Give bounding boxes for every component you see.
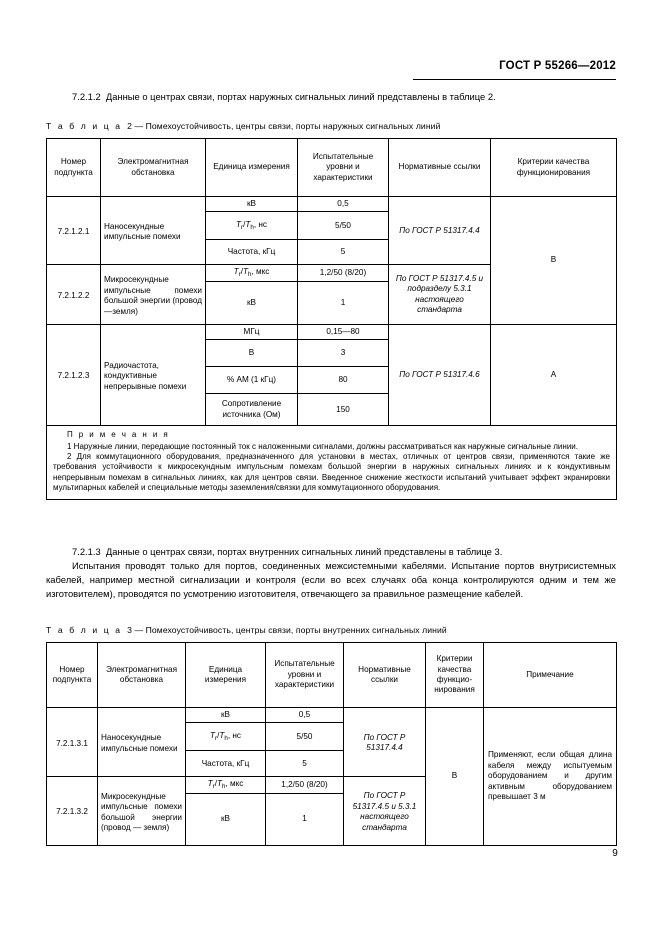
table-row bbox=[47, 708, 617, 723]
table-2-cell-unit-1-1: кВ bbox=[206, 197, 298, 212]
table-2-caption-text: — Помехоустойчивость, центры связи, порты наружных сигнальных линий bbox=[134, 121, 441, 131]
page-number: 9 bbox=[612, 848, 618, 859]
table-3-col-header-unit: Единица измерения bbox=[186, 643, 266, 708]
table-2-cell-criterion-a: A bbox=[491, 324, 617, 425]
table-3-col-header-subclause: Номер подпункта bbox=[47, 643, 98, 708]
clause-7-2-1-3-text: Данные о центрах связи, портах внутренних сигнальных линий представлены в таблице 3. bbox=[105, 546, 503, 557]
table-2-cell-level-3-1: 0,15—80 bbox=[298, 324, 389, 339]
clause-7-2-1-3-paragraph bbox=[46, 545, 616, 559]
table-3-cell-level-1-2: 5/50 bbox=[266, 723, 344, 751]
table-2-cell-level-1-3: 5 bbox=[298, 240, 389, 265]
table-2-cell-level-1-1: 0,5 bbox=[298, 197, 389, 212]
table-2-col-header-criterion: Критерии качества функционирования bbox=[491, 139, 617, 197]
clause-7-2-1-2-paragraph bbox=[46, 90, 616, 104]
table-2-cell-level-2-1: 1,2/50 (8/20) bbox=[298, 265, 389, 281]
table-2-col-header-subclause: Номер подпункта bbox=[47, 139, 101, 197]
table-2-cell-unit-3-3: % АМ (1 кГц) bbox=[206, 367, 298, 394]
table-2-cell-level-3-4: 150 bbox=[298, 394, 389, 426]
table-2-cell-unit-2-1: $T_r/T_h$, мкс bbox=[206, 265, 298, 281]
table-2-cell-subclause-1: 7.2.1.2.1 bbox=[47, 197, 101, 265]
table-2-cell-level-3-3: 80 bbox=[298, 367, 389, 394]
table-3-cell-unit-1-2: $T_r/T_h$, нс bbox=[186, 723, 266, 751]
table-3-cell-reference-1: По ГОСТ Р 51317.4.4 bbox=[344, 708, 426, 777]
table-3-cell-criterion: B bbox=[426, 708, 484, 846]
table-3-cell-unit-2-1: $T_r/T_h$, мкс bbox=[186, 777, 266, 793]
table-2-cell-environment-2: Микросекундные импульсные помехи большой энергии (провод—земля) bbox=[101, 265, 206, 324]
table-2-cell-reference-3: По ГОСТ Р 51317.4.6 bbox=[389, 324, 491, 425]
table-2-cell-reference-2: По ГОСТ Р 51317.4.5 и подразделу 5.3.1 настоящего стандарта bbox=[389, 265, 491, 324]
table-3-cell-subclause-2: 7.2.1.3.2 bbox=[47, 777, 98, 845]
table-3-cell-level-2-2: 1 bbox=[266, 793, 344, 845]
table-3-col-header-environment: Электромагнитная обстановка bbox=[98, 643, 186, 708]
table-3-caption-label: Т а б л и ц а bbox=[46, 625, 123, 635]
table-row bbox=[47, 197, 617, 212]
header-divider-rule bbox=[413, 79, 616, 80]
table-3-cell-note: Применяют, если общая длина кабеля между испытуемым оборудованием и другим активным оборудованием превышает 3 м bbox=[484, 708, 617, 846]
table-3-col-header-note: Примечание bbox=[484, 643, 617, 708]
table-3-cell-subclause-1: 7.2.1.3.1 bbox=[47, 708, 98, 777]
table-2-caption-number: 2 bbox=[127, 121, 132, 131]
table-3 bbox=[46, 642, 617, 846]
table-2-cell-level-2-2: 1 bbox=[298, 281, 389, 324]
table-3-cell-unit-1-3: Частота, кГц bbox=[186, 751, 266, 777]
table-2-caption bbox=[46, 121, 616, 131]
table-3-cell-level-1-3: 5 bbox=[266, 751, 344, 777]
table-2-col-header-reference: Нормативные ссылки bbox=[389, 139, 491, 197]
table-3-cell-level-1-1: 0,5 bbox=[266, 708, 344, 723]
table-2-cell-level-1-2: 5/50 bbox=[298, 212, 389, 240]
table-2-cell-unit-2-2: кВ bbox=[206, 281, 298, 324]
table-2-cell-environment-1: Наносекундные импульсные помехи bbox=[101, 197, 206, 265]
table-3-caption bbox=[46, 625, 616, 635]
table-2-cell-unit-1-2: $T_r/T_h$, нс bbox=[206, 212, 298, 240]
table-3-caption-number: 3 bbox=[127, 625, 132, 635]
clause-7-2-1-2-text: Данные о центрах связи, портах наружных сигнальных линий представлены в таблице 2. bbox=[105, 91, 496, 102]
clause-7-2-1-3-number: 7.2.1.3 bbox=[72, 546, 101, 557]
table-3-cell-unit-1-1: кВ bbox=[186, 708, 266, 723]
table-2-cell-criterion-b: B bbox=[491, 197, 617, 325]
table-2-cell-subclause-2: 7.2.1.2.2 bbox=[47, 265, 101, 324]
table-2-cell-unit-3-4: Сопротивление источника (Ом) bbox=[206, 394, 298, 426]
table-3-header-row bbox=[47, 643, 617, 708]
table-3-cell-level-2-1: 1,2/50 (8/20) bbox=[266, 777, 344, 793]
table-2-col-header-environment: Электромагнитная обстановка bbox=[101, 139, 206, 197]
table-2-cell-unit-3-2: В bbox=[206, 340, 298, 367]
table-2-cell-reference-1: По ГОСТ Р 51317.4.4 bbox=[389, 197, 491, 265]
table-2-notes-row bbox=[47, 426, 617, 499]
table-2 bbox=[46, 138, 617, 500]
table-3-col-header-levels: Испытательные уровни и характеристики bbox=[266, 643, 344, 708]
table-3-caption-text: — Помехоустойчивость, центры связи, порты внутренних сигнальных линий bbox=[134, 625, 447, 635]
table-2-note-1: 1 Наружные линии, передающие постоянный ток с наложенными сигналами, должны рассматриваться как наружные сигнальные линии. bbox=[67, 441, 578, 451]
table-2-cell-subclause-3: 7.2.1.2.3 bbox=[47, 324, 101, 425]
table-3-reference-2-text: По ГОСТ Р 51317.4.5 и 5.3.1 настоящего стандарта bbox=[352, 791, 417, 832]
table-2-col-header-unit: Единица измерения bbox=[206, 139, 298, 197]
table-2-cell-unit-1-3: Частота, кГц bbox=[206, 240, 298, 265]
table-3-cell-unit-2-2: кВ bbox=[186, 793, 266, 845]
table-3-cell-environment-2: Микросекундные импульсные помехи большой энергии (провод — земля) bbox=[98, 777, 186, 845]
table-3-cell-reference-2 bbox=[344, 777, 426, 845]
table-2-cell-level-3-2: 3 bbox=[298, 340, 389, 367]
table-2-header-row bbox=[47, 139, 617, 197]
table-3-col-header-criterion: Критерии качества функцио-нирования bbox=[426, 643, 484, 708]
table-3-cell-environment-1: Наносекундные импульсные помехи bbox=[98, 708, 186, 777]
table-2-col-header-levels: Испытательные уровни и характеристики bbox=[298, 139, 389, 197]
table-2-cell-environment-3: Радиочастота, кондуктивные непрерывные помехи bbox=[101, 324, 206, 425]
table-3-col-header-reference: Нормативные ссылки bbox=[344, 643, 426, 708]
table-2-cell-unit-3-1: МГц bbox=[206, 324, 298, 339]
clause-7-2-1-3-paragraph-2 bbox=[46, 559, 616, 601]
table-row bbox=[47, 324, 617, 339]
page-header-standard-number: ГОСТ Р 55266—2012 bbox=[499, 60, 616, 72]
table-2-notes bbox=[47, 426, 617, 499]
table-2-notes-title: П р и м е ч а н и я bbox=[67, 430, 170, 440]
clause-7-2-1-3-text-2: Испытания проводят только для портов, соединенных межсистемными кабелями. Испытание портов внутрисистемных кабелей, например местной сигнализации и контроля (если во всех случаях оба конца контролируются одним и тем же изготовителем), проводятся по усмотрению изготовителя, отвечающего за правильное размещение кабелей. bbox=[46, 560, 616, 600]
clause-7-2-1-2-number: 7.2.1.2 bbox=[72, 91, 101, 102]
table-2-caption-label: Т а б л и ц а bbox=[46, 121, 123, 131]
table-2-note-2: 2 Для коммутационного оборудования, предназначенного для установки в местах, отличных от центров связи, применяются такие же требования устойчивости к микросекундным импульсным помехам большой энергии в наружных сигнальных линиях и к кондуктивным непрерывным помехам в сигнальных линиях, как для центров связи. Введенное снижение жесткости испытаний учитывает эффект экранировки мультипарных кабелей и специальные методы заземления/связки для коммутационного оборудования. bbox=[53, 452, 610, 493]
